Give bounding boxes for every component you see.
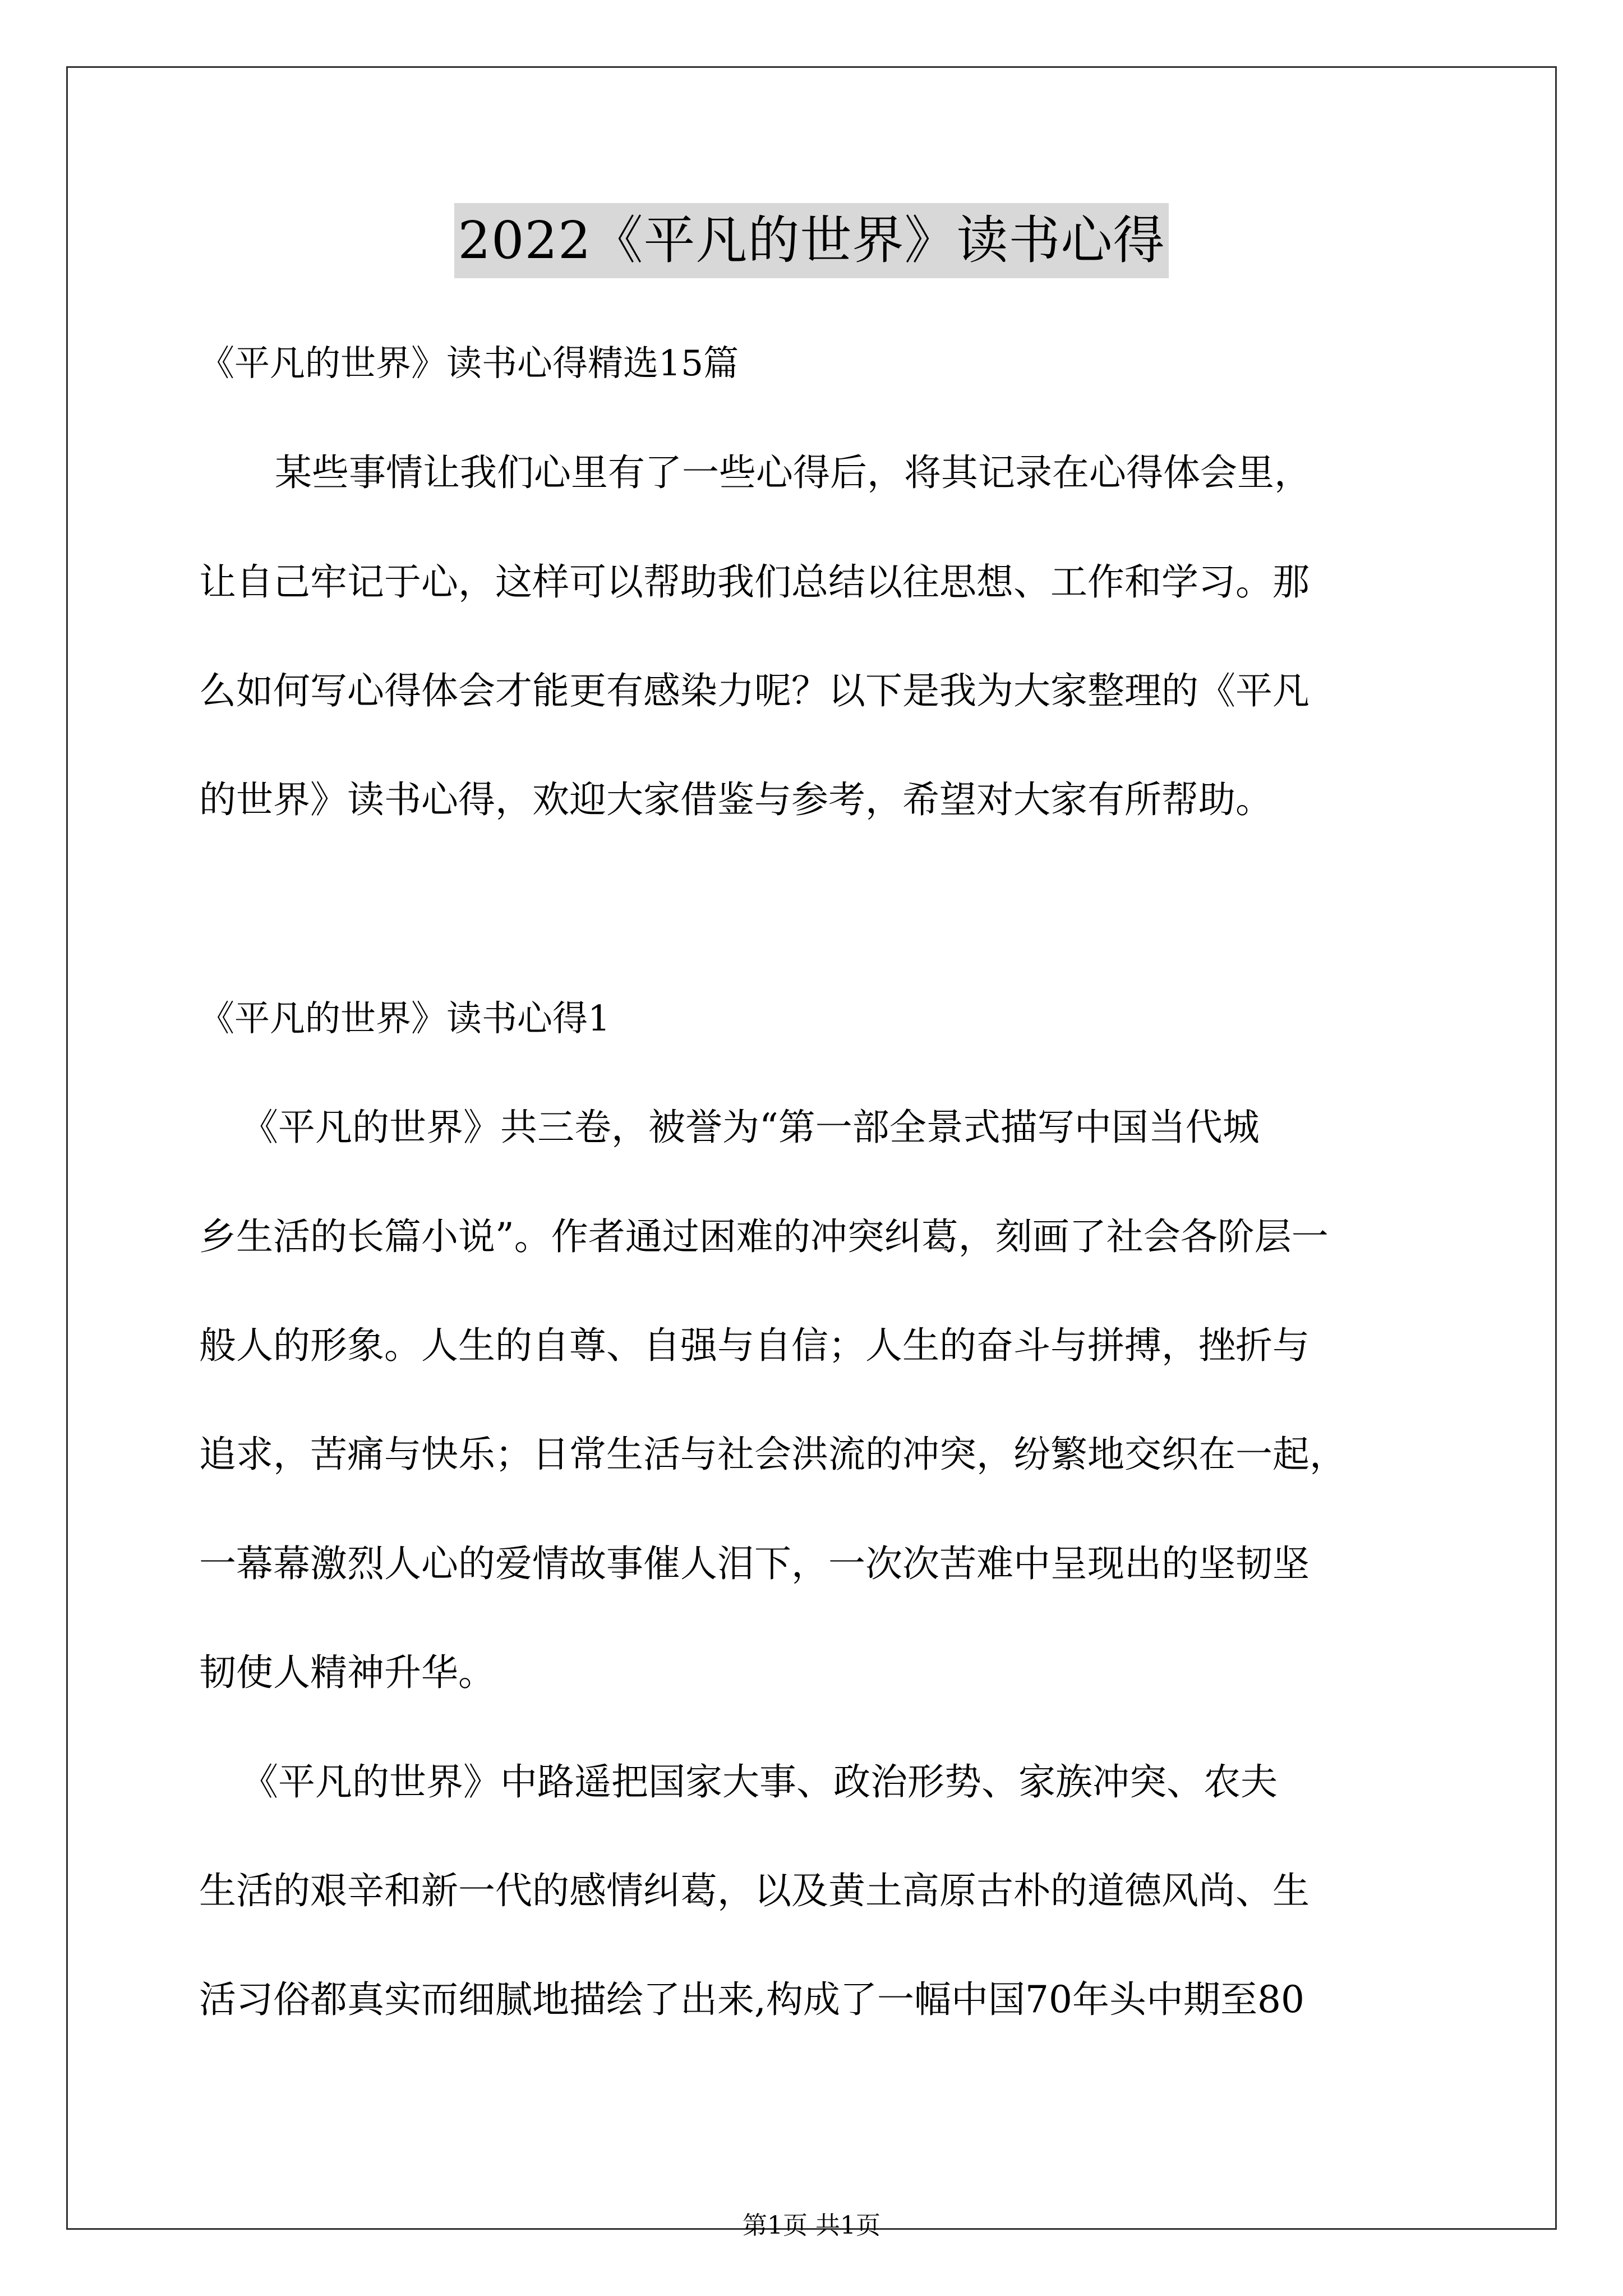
paragraph1-line-4: 追求，苦痛与快乐；日常生活与社会洪流的冲突，纷繁地交织在一起， (199, 1433, 1347, 1476)
paragraph1-line-5: 一幕幕激烈人心的爱情故事催人泪下，一次次苦难中呈现出的坚韧坚 (199, 1542, 1310, 1585)
document-title: 2022《平凡的世界》读书心得 (454, 203, 1168, 278)
paragraph1-line-1: 《平凡的世界》共三卷，被誉为“第一部全景式描写中国当代城 (241, 1106, 1260, 1149)
title-container (0, 203, 1623, 278)
document-subtitle: 《平凡的世界》读书心得精选15篇 (199, 343, 739, 384)
intro-line-4: 的世界》读书心得，欢迎大家借鉴与参考，希望对大家有所帮助。 (199, 778, 1272, 821)
section-heading: 《平凡的世界》读书心得1 (199, 998, 611, 1039)
intro-line-3: 么如何写心得体会才能更有感染力呢？以下是我为大家整理的《平凡 (199, 669, 1310, 712)
page-footer: 第1页 共1页 (743, 2211, 880, 2240)
paragraph2-line-1: 《平凡的世界》中路遥把国家大事、政治形势、家族冲突、农夫 (241, 1760, 1278, 1803)
paragraph2-line-2: 生活的艰辛和新一代的感情纠葛，以及黄土高原古朴的道德风尚、生 (199, 1869, 1310, 1912)
intro-line-1: 某些事情让我们心里有了一些心得后，将其记录在心得体会里， (275, 451, 1311, 494)
paragraph1-line-2: 乡生活的长篇小说”。作者通过困难的冲突纠葛，刻画了社会各阶层一 (199, 1215, 1329, 1258)
paragraph2-line-3: 活习俗都真实而细腻地描绘了出来,构成了一幅中国70年头中期至80 (199, 1978, 1304, 2021)
intro-line-2: 让自己牢记于心，这样可以帮助我们总结以往思想、工作和学习。那 (199, 560, 1310, 604)
paragraph1-line-6: 韧使人精神升华。 (199, 1651, 495, 1694)
paragraph1-line-3: 般人的形象。人生的自尊、自强与自信；人生的奋斗与拼搏，挫折与 (199, 1324, 1310, 1367)
